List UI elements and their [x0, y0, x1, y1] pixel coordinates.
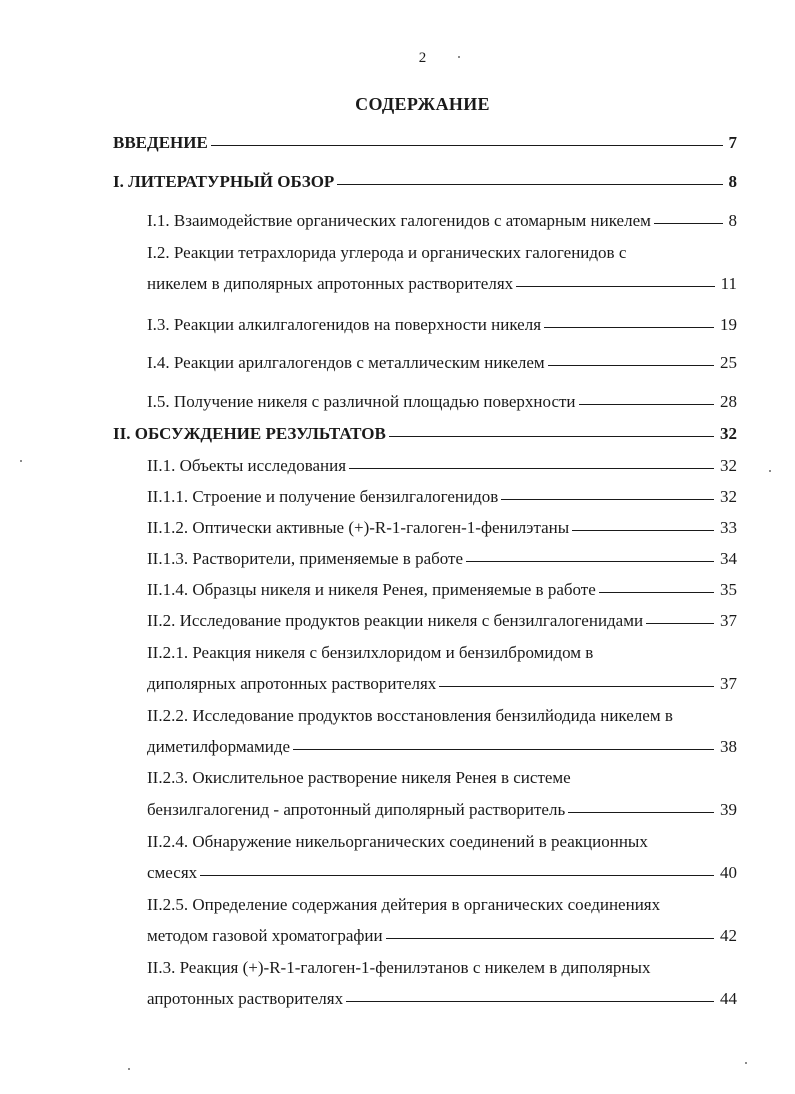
- toc-entry-text: II.1. Объекты исследования: [147, 456, 347, 475]
- dotted-leader: [544, 327, 714, 328]
- toc-page-number: 19: [720, 315, 737, 334]
- toc-entry-text: II.1.3. Растворители, применяемые в работе: [147, 549, 464, 568]
- toc-entry-ii-1-2[interactable]: [147, 518, 737, 538]
- toc-entry-text: I.1. Взаимодействие органических галогенидов с атомарным никелем: [147, 211, 651, 230]
- toc-page-number: 39: [720, 800, 737, 819]
- toc-entry-i-2[interactable]: [147, 274, 737, 294]
- toc-page-number: 28: [720, 392, 737, 411]
- toc-entry-ii-3[interactable]: [147, 989, 737, 1009]
- toc-entry-text: II.1.2. Оптически активные (+)-R-1-галоген-1-фенилэтаны: [147, 518, 570, 537]
- toc-entry-ii-2-1[interactable]: [147, 674, 737, 694]
- dotted-leader: [516, 286, 714, 287]
- toc-entry-text: II.2. Исследование продуктов реакции никеля с бензилгалогенидами: [147, 611, 644, 630]
- dotted-leader: [579, 404, 714, 405]
- toc-entry-i-1[interactable]: [147, 211, 737, 231]
- dotted-leader: [654, 223, 723, 224]
- dotted-leader: [386, 938, 714, 939]
- dotted-leader: [389, 436, 714, 437]
- toc-entry-i-5[interactable]: [147, 392, 737, 412]
- toc-entry-ii-2-3[interactable]: [147, 800, 737, 820]
- scan-speck: [458, 56, 460, 58]
- toc-entry-ii-3-line1[interactable]: II.3. Реакция (+)-R-1-галоген-1-фенилэтанов с никелем в диполярных: [147, 958, 651, 977]
- toc-entry-ii-2-2[interactable]: [147, 737, 737, 757]
- toc-page-number: 8: [728, 211, 737, 230]
- toc-entry-ii-1-4[interactable]: [147, 580, 737, 600]
- scan-speck: [769, 470, 771, 472]
- toc-entry-results-discussion[interactable]: [113, 424, 737, 444]
- toc-page-number: 40: [720, 863, 737, 882]
- toc-entry-text: I.3. Реакции алкилгалогенидов на поверхности никеля: [147, 315, 542, 334]
- toc-entry-text: никелем в диполярных апротонных растворителях: [147, 274, 514, 293]
- dotted-leader: [548, 365, 714, 366]
- toc-entry-literature-review[interactable]: [113, 172, 737, 192]
- scan-speck: [128, 1068, 130, 1070]
- toc-entry-ii-2-3-line1[interactable]: II.2.3. Окислительное растворение никеля Ренея в системе: [147, 768, 571, 787]
- toc-page-number: 32: [720, 424, 737, 443]
- dotted-leader: [568, 812, 714, 813]
- toc-entry-text: методом газовой хроматографии: [147, 926, 383, 945]
- toc-entry-i-3[interactable]: [147, 315, 737, 335]
- dotted-leader: [572, 530, 714, 531]
- toc-entry-i-4[interactable]: [147, 353, 737, 373]
- toc-title: СОДЕРЖАНИЕ: [355, 94, 490, 114]
- toc-page-number: 7: [728, 133, 737, 152]
- toc-page-number: 8: [728, 172, 737, 191]
- toc-page-number: 35: [720, 580, 737, 599]
- toc-entry-ii-1[interactable]: [147, 456, 737, 476]
- dotted-leader: [349, 468, 714, 469]
- toc-entry-text: II. ОБСУЖДЕНИЕ РЕЗУЛЬТАТОВ: [113, 424, 386, 443]
- toc-entry-ii-2-1-line1[interactable]: II.2.1. Реакция никеля с бензилхлоридом и бензилбромидом в: [147, 643, 594, 662]
- toc-page-number: 42: [720, 926, 737, 945]
- toc-entry-text: диметилформамиде: [147, 737, 291, 756]
- dotted-leader: [439, 686, 714, 687]
- toc-page-number: 25: [720, 353, 737, 372]
- toc-entry-ii-2-4[interactable]: [147, 863, 737, 883]
- toc-page-number: 37: [720, 674, 737, 693]
- toc-entry-i-2-line1[interactable]: I.2. Реакции тетрахлорида углерода и органических галогенидов с: [147, 243, 627, 262]
- toc-entry-text: бензилгалогенид - апротонный диполярный растворитель: [147, 800, 566, 819]
- toc-entry-text: ВВЕДЕНИЕ: [113, 133, 208, 152]
- toc-entry-text: I.5. Получение никеля с различной площадью поверхности: [147, 392, 576, 411]
- toc-entry-text: апротонных растворителях: [147, 989, 344, 1008]
- toc-page-number: 44: [720, 989, 737, 1008]
- scan-speck: [20, 460, 22, 462]
- toc-entry-text: II.1.4. Образцы никеля и никеля Ренея, применяемые в работе: [147, 580, 596, 599]
- toc-entry-ii-1-1[interactable]: [147, 487, 737, 507]
- toc-entry-ii-2-2-line1[interactable]: II.2.2. Исследование продуктов восстановления бензилйодида никелем в: [147, 706, 673, 725]
- toc-entry-ii-1-3[interactable]: [147, 549, 737, 569]
- dotted-leader: [200, 875, 714, 876]
- dotted-leader: [211, 145, 723, 146]
- toc-page-number: 32: [720, 487, 737, 506]
- toc-entry-text: диполярных апротонных растворителях: [147, 674, 437, 693]
- toc-page-number: 32: [720, 456, 737, 475]
- toc-entry-ii-2-4-line1[interactable]: II.2.4. Обнаружение никельорганических соединений в реакционных: [147, 832, 648, 851]
- scan-speck: [745, 1062, 747, 1064]
- toc-page-number: 37: [720, 611, 737, 630]
- toc-entry-text: I. ЛИТЕРАТУРНЫЙ ОБЗОР: [113, 172, 335, 191]
- toc-page-number: 11: [720, 274, 737, 293]
- toc-entry-text: I.4. Реакции арилгалогендов с металлическим никелем: [147, 353, 545, 372]
- dotted-leader: [646, 623, 714, 624]
- dotted-leader: [346, 1001, 714, 1002]
- dotted-leader: [501, 499, 714, 500]
- toc-entry-ii-2-5[interactable]: [147, 926, 737, 946]
- toc-page-number: 38: [720, 737, 737, 756]
- dotted-leader: [466, 561, 714, 562]
- page-number: 2: [418, 50, 427, 66]
- dotted-leader: [337, 184, 722, 185]
- toc-entry-intro[interactable]: [113, 133, 737, 153]
- toc-entry-text: смесях: [147, 863, 198, 882]
- dotted-leader: [599, 592, 714, 593]
- toc-page-number: 33: [720, 518, 737, 537]
- toc-entry-ii-2-5-line1[interactable]: II.2.5. Определение содержания дейтерия в органических соединениях: [147, 895, 661, 914]
- toc-entry-text: II.1.1. Строение и получение бензилгалогенидов: [147, 487, 499, 506]
- toc-entry-ii-2[interactable]: [147, 611, 737, 631]
- toc-page-number: 34: [720, 549, 737, 568]
- dotted-leader: [293, 749, 714, 750]
